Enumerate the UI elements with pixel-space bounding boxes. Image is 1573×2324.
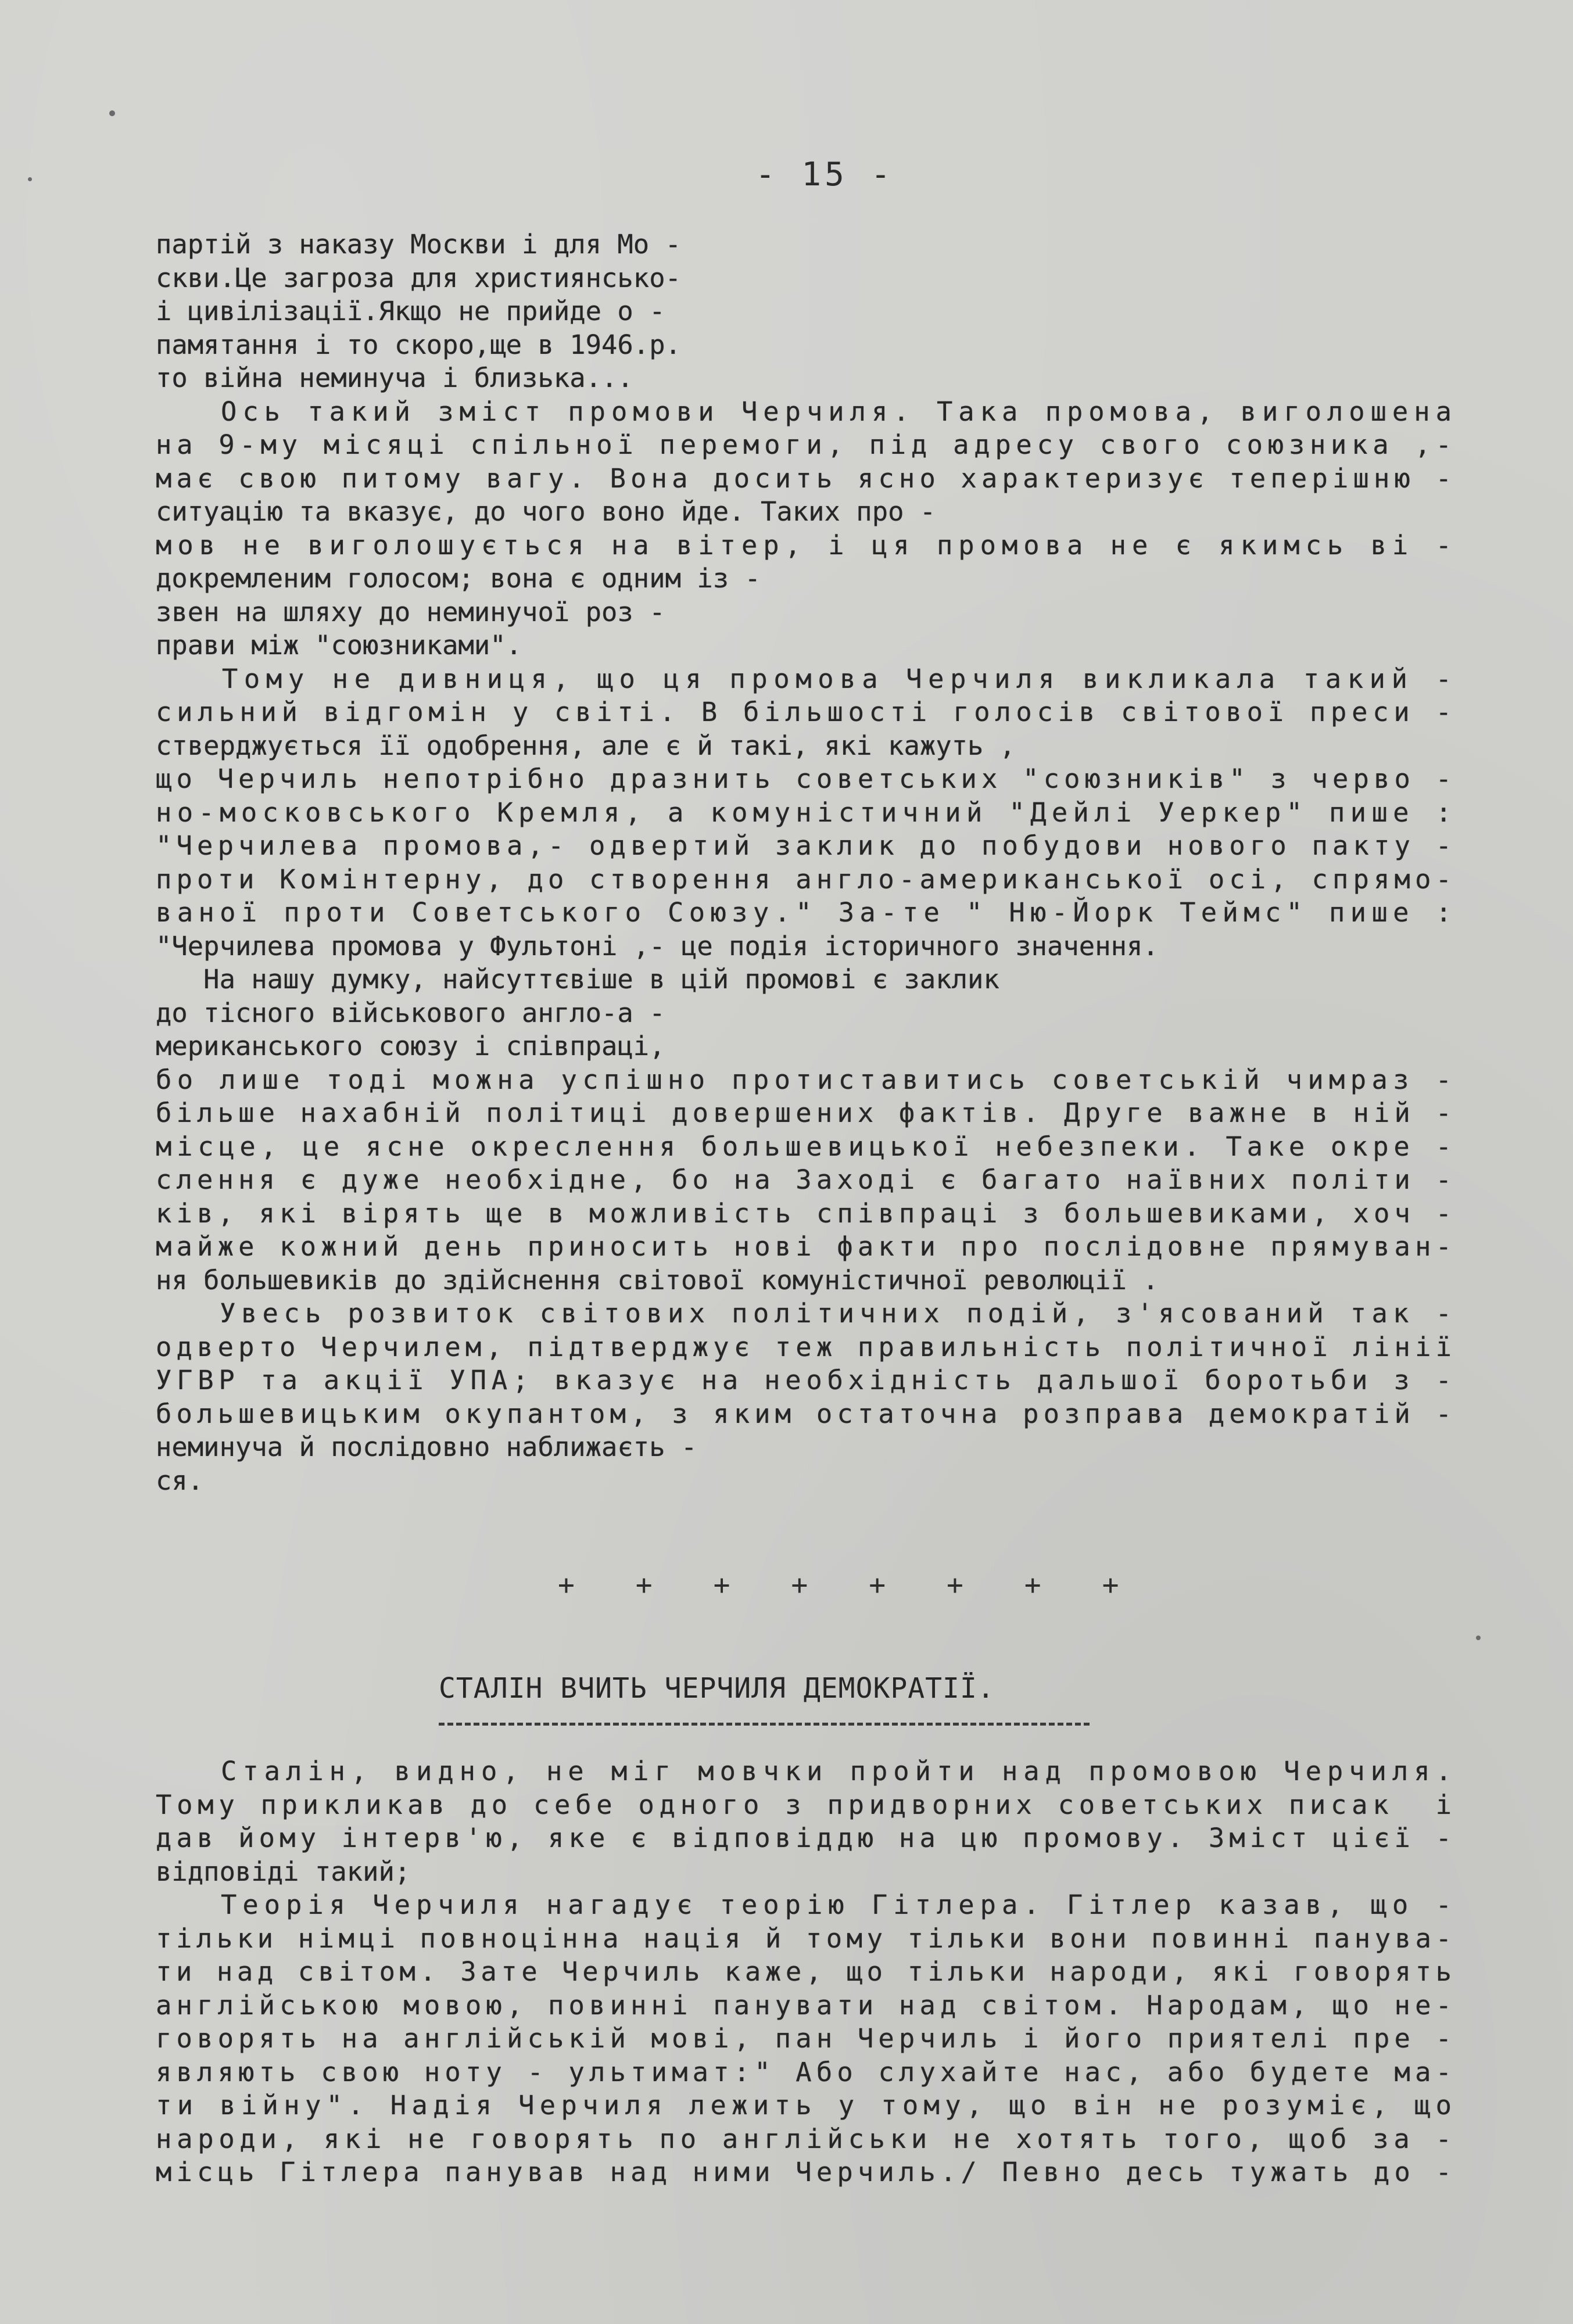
text-line: ків, які вірять ще в можливість співпраці з большевиками, хоч - bbox=[156, 1197, 1457, 1229]
text-line: що Черчиль непотрібно дразнить советських "союзників" з черво - bbox=[156, 763, 1457, 794]
text-line: мериканського союзу і співпраці, bbox=[156, 1031, 665, 1061]
text-line: памятання і то скоро,ще в 1946.р. bbox=[156, 329, 681, 360]
text-line: стверджується її одобрення, але є й такі, які кажуть , bbox=[156, 730, 1016, 761]
text-line: мов не виголошується на вітер, і ця промова не є якимсь ві - bbox=[156, 529, 1457, 561]
paper-speck bbox=[28, 177, 32, 181]
paper-speck bbox=[1476, 1636, 1481, 1640]
text-line: УГВР та акції УПА; вказує на необхідність дальшої боротьби з - bbox=[156, 1365, 1457, 1396]
text-line: партій з наказу Москви і для Мо - bbox=[156, 229, 681, 260]
paper-speck bbox=[109, 110, 115, 116]
text-line: слення є дуже необхідне, бо на Заході є багато наївних політи - bbox=[156, 1164, 1457, 1195]
text-line: "Черчилева промова,- одвертий заклик до побудови нового пакту - bbox=[156, 830, 1457, 861]
text-line: має свою питому вагу. Вона досить ясно характеризує теперішню - bbox=[156, 462, 1457, 494]
text-line: і цивілізації.Якщо не прийде о - bbox=[156, 296, 665, 327]
text-line: на 9-му місяці спільної перемоги, під адресу свого союзника ,- bbox=[156, 429, 1457, 460]
text-line: більше нахабній політиці довершених фактів. Друге важне в ній - bbox=[156, 1098, 1457, 1128]
text-line: Увесь розвиток світових політичних подій, з'ясований так - bbox=[156, 1298, 1457, 1329]
text-line: прави між "союзниками". bbox=[156, 630, 522, 661]
text-line: ситуацію та вказує, до чого воно йде. Таких про - bbox=[156, 496, 936, 527]
text-line: "Черчилева промова у Фультоні ,- це подія історичного значення. bbox=[156, 930, 1159, 962]
text-line: тільки німці повноцінна нація й тому тільки вони повинні панува- bbox=[156, 1923, 1456, 1954]
text-line: скви.Це загроза для християнсько- bbox=[156, 262, 681, 293]
text-line: проти Комінтерну, до створення англо-американської осі, спрямо- bbox=[156, 863, 1457, 895]
text-line: Сталін, видно, не міг мовчки пройти над промовою Черчиля. bbox=[156, 1756, 1457, 1787]
section-heading: СТАЛІН ВЧИТЬ ЧЕРЧИЛЯ ДЕМОКРАТІЇ. bbox=[439, 1672, 995, 1705]
text-line: бо лише тоді можна успішно протиставитись советській чимраз - bbox=[156, 1064, 1457, 1095]
text-line: майже кожний день приносить нові факти про послідовне прямуван- bbox=[156, 1231, 1457, 1262]
article-body-stalin-reply bbox=[156, 1755, 1457, 2189]
page-number: - 15 - bbox=[755, 156, 894, 193]
text-line: Тому прикликав до себе одного з придворних советських писак і bbox=[156, 1789, 1457, 1820]
text-line: неминуча й послідовно наближаєть - bbox=[156, 1432, 697, 1462]
text-line: ти війну". Надія Черчиля лежить у тому, що він не розуміє, що bbox=[156, 2090, 1457, 2121]
text-line: англійською мовою, повинні панувати над світом. Народам, що не- bbox=[156, 1989, 1457, 2021]
text-line: ти над світом. Зате Черчиль каже, що тільки народи, які говорять bbox=[156, 1956, 1456, 1987]
text-line: сильний відгомін у світі. В більшості голосів світової преси - bbox=[156, 697, 1457, 727]
text-line: народи, які не говорять по англійськи не хотять того, щоб за - bbox=[156, 2123, 1457, 2154]
text-line: ваної проти Советського Союзу." За-те " Ню-Йорк Теймс" пише : bbox=[156, 897, 1457, 928]
text-line: являють свою ноту - ультимат:" Або слухайте нас, або будете ма- bbox=[156, 2056, 1457, 2088]
text-line: Ось такий зміст промови Черчиля. Така промова, виголошена bbox=[156, 396, 1457, 427]
text-line: ня большевиків до здійснення світової комуністичної революції . bbox=[156, 1264, 1159, 1296]
text-line: ся. bbox=[156, 1465, 204, 1496]
article-body-churchill-speech bbox=[156, 228, 1458, 1497]
text-line: Тому не дивниця, що ця промова Черчиля викликала такий - bbox=[156, 663, 1458, 694]
text-line: одверто Черчилем, підтверджує теж правильність політичної лінії bbox=[156, 1331, 1457, 1362]
text-line: дав йому інтерв'ю, яке є відповіддю на цю промову. Зміст цієї - bbox=[156, 1823, 1457, 1853]
text-line: місце, це ясне окреслення большевицької небезпеки. Таке окре - bbox=[156, 1131, 1457, 1162]
text-line: то війна неминуча і близька... bbox=[156, 363, 633, 393]
text-line: говорять на англійській мові, пан Черчиль і його приятелі пре - bbox=[156, 2023, 1457, 2054]
text-line: місць Гітлера панував над ними Черчиль./ Певно десь тужать до - bbox=[156, 2157, 1457, 2187]
text-line: Теорія Черчиля нагадує теорію Гітлера. Гітлер казав, що - bbox=[156, 1889, 1457, 1920]
heading-underline bbox=[439, 1723, 1090, 1726]
text-line: звен на шляху до неминучої роз - bbox=[156, 596, 665, 627]
section-separator: + + + + + + + + bbox=[558, 1569, 1141, 1601]
text-line: но-московського Кремля, а комуністичний "Дейлі Уеркер" пише : bbox=[156, 797, 1457, 828]
text-line: На нашу думку, найсуттєвіше в цій промові є заклик bbox=[156, 964, 999, 995]
text-line: докремленим голосом; вона є одним із - bbox=[156, 563, 761, 594]
text-line: до тісного військового англо-а - bbox=[156, 997, 665, 1028]
text-line: відповіді такий; bbox=[156, 1856, 411, 1887]
text-line: большевицьким окупантом, з яким остаточна розправа демократій - bbox=[156, 1398, 1457, 1429]
